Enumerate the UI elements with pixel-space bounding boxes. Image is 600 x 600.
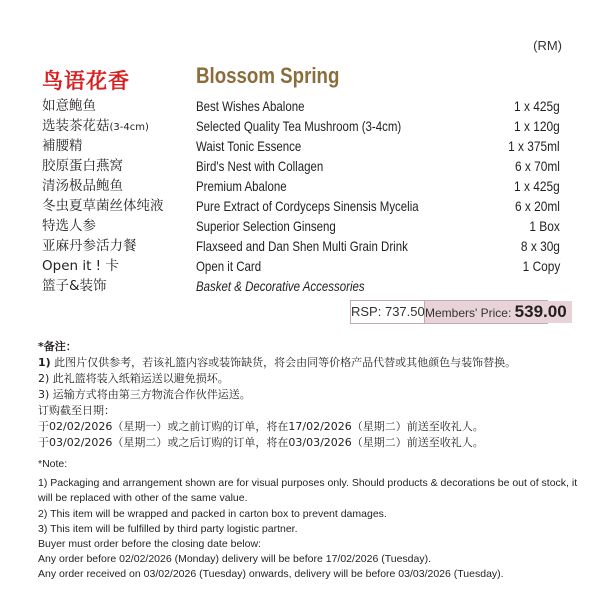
members-price-value: 539.00 (514, 302, 567, 321)
price-box (350, 300, 567, 324)
note-line (38, 355, 578, 371)
deadline-line: 于02/02/2026（星期一）或之前订购的订单，将在17/02/2026（星期二）前送至收礼人。 (38, 420, 484, 433)
item-quantity: 1 Box (529, 218, 560, 234)
closing-date-heading: Buyer must order before the closing date below: (38, 538, 261, 551)
item-name-chinese: 胶原蛋白燕窝 (42, 158, 123, 174)
item-quantity: 6 x 20ml (515, 198, 560, 214)
list-item (42, 236, 560, 256)
item-quantity: 1 x 425g (514, 98, 560, 114)
list-item (42, 176, 560, 196)
list-item (42, 96, 560, 116)
item-name-chinese: 亚麻丹参活力餐 (42, 238, 137, 254)
list-item (42, 216, 560, 236)
notes-chinese (38, 339, 578, 451)
list-item (42, 116, 560, 136)
item-name-english: Superior Selection Ginseng (196, 218, 336, 234)
note-line: 1) Packaging and arrangement shown are for visual purposes only. Should products & decorations be out of stock, it will be replaced with other of the same value. (38, 477, 578, 505)
item-name-english: Selected Quality Tea Mushroom (3-4cm) (196, 118, 402, 134)
list-item (42, 276, 560, 296)
item-name-chinese (42, 116, 149, 138)
note-line: 2) This item will be wrapped and packed in carton box to prevent damages. (38, 507, 387, 520)
rsp-value: 737.50 (384, 304, 425, 319)
item-name-english: Open it Card (196, 258, 262, 274)
note-number: 1) (38, 356, 51, 369)
item-quantity: 1 x 425g (514, 178, 560, 194)
list-item (42, 156, 560, 176)
item-name-chinese: 如意鲍鱼 (42, 98, 96, 114)
note-line: 3) This item will be fulfilled by third party logistic partner. (38, 522, 298, 535)
notes-english (38, 457, 583, 583)
product-title-english: Blossom Spring (196, 63, 340, 88)
item-quantity: 1 x 375ml (508, 138, 560, 154)
item-name-english: Flaxseed and Dan Shen Multi Grain Drink (196, 238, 408, 254)
item-name-english: Waist Tonic Essence (196, 138, 302, 154)
item-quantity: 6 x 70ml (515, 158, 560, 174)
item-name-chinese: Open it ! 卡 (42, 258, 119, 274)
deadline-line: Any order received on 03/02/2026 (Tuesday) onwards, delivery will be before 03/03/2026 (Tuesday). (38, 568, 504, 581)
item-name-english: Bird's Nest with Collagen (196, 158, 324, 174)
list-item (42, 256, 560, 276)
members-price (425, 301, 572, 323)
note-line: 2) 此礼篮将装入纸箱运送以避免损坏。 (38, 372, 229, 385)
item-quantity: 1 x 120g (514, 118, 560, 134)
note-text: 此图片仅供参考，若该礼篮内容或装饰缺货，将会由同等价格产品代替或其他颜色与装饰替换。 (50, 356, 517, 369)
item-name-english: Basket & Decorative Accessories (196, 278, 365, 294)
item-name-chinese: 冬虫夏草菌丝体纯液 (42, 198, 164, 214)
rsp-label: RSP: (351, 304, 382, 319)
item-name-chinese: 清汤极品鲍鱼 (42, 178, 123, 194)
note-line: 3) 运输方式将由第三方物流合作伙伴运送。 (38, 388, 251, 401)
deadline-line: Any order before 02/02/2026 (Monday) delivery will be before 17/02/2026 (Tuesday). (38, 553, 432, 566)
item-list (42, 96, 560, 296)
deadline-heading-chinese: 订购截至日期： (38, 404, 115, 417)
notes-heading-chinese: *备注： (38, 340, 77, 353)
list-item (42, 136, 560, 156)
item-name-chinese-main: 选装茶花菇 (42, 118, 110, 134)
item-name-chinese: 特选人参 (42, 218, 96, 234)
item-quantity: 8 x 30g (520, 238, 560, 254)
item-name-chinese: 補腰精 (42, 138, 83, 154)
currency-label: (RM) (533, 38, 562, 53)
item-name-english: Best Wishes Abalone (196, 98, 305, 114)
notes-heading-english: *Note: (38, 458, 68, 470)
deadline-line: 于03/02/2026（星期二）或之后订购的订单，将在03/03/2026（星期二）前送至收礼人。 (38, 436, 484, 449)
list-item (42, 196, 560, 216)
item-name-english: Pure Extract of Cordyceps Sinensis Mycelia (196, 198, 419, 214)
members-price-label: Members' Price: (425, 306, 512, 320)
item-name-english: Premium Abalone (196, 178, 287, 194)
product-title-chinese: 鸟语花香 (42, 69, 130, 93)
item-size-note: (3-4cm) (109, 122, 149, 133)
item-name-chinese: 篮子&装饰 (42, 278, 107, 294)
rsp-price (351, 301, 425, 323)
item-quantity: 1 Copy (522, 258, 560, 274)
